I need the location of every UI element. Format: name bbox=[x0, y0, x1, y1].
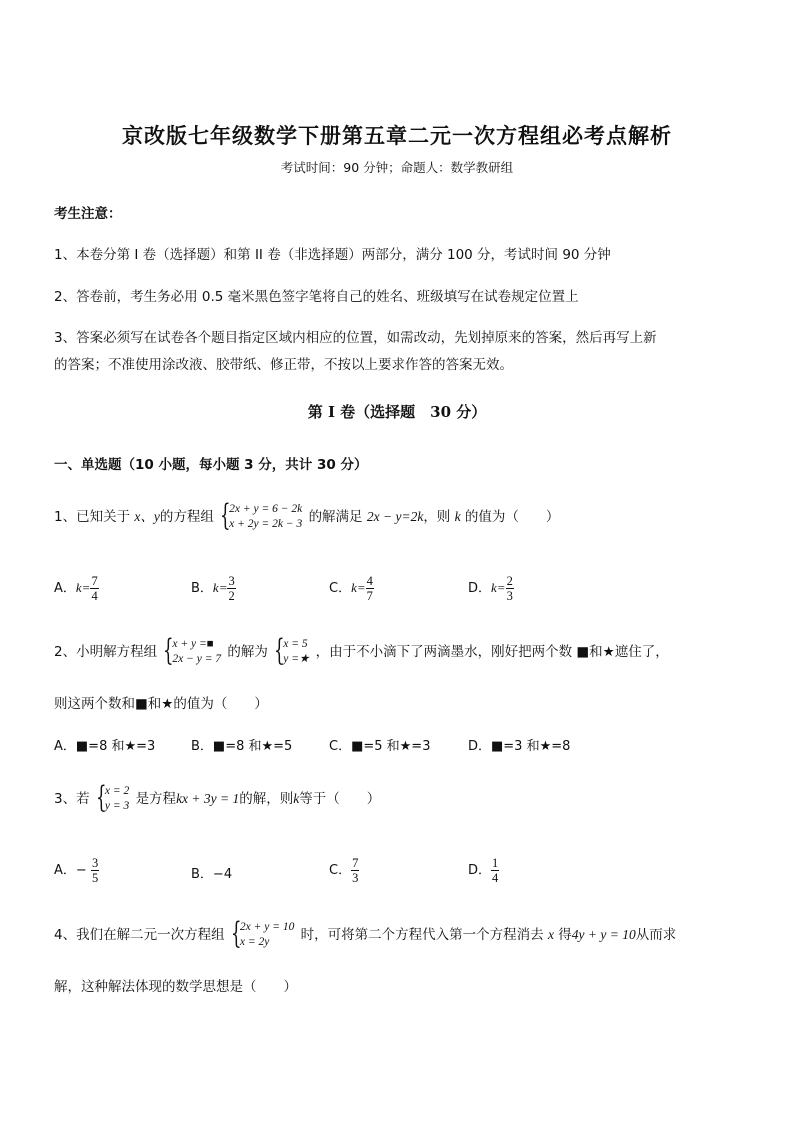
solution-system: { x = 5 y =★ bbox=[274, 633, 310, 668]
notice-item-3-line1: 3、答案必须写在试卷各个题目指定区域内相应的位置，如需改动，先划掉原来的答案，然后再写上新 bbox=[54, 330, 657, 346]
q2-option-d[interactable]: D．■=3 和★=8 bbox=[468, 739, 571, 754]
equation-system: { 2x + y = 6 − 2k x + 2y = 2k − 3 bbox=[220, 498, 303, 533]
question-2-line2: 则这两个数和■和★的值为（ ） bbox=[54, 696, 268, 712]
notice-item-1: 1、本卷分第 I 卷（选择题）和第 II 卷（非选择题）两部分，满分 100 分，考试时间 90 分钟 bbox=[54, 247, 611, 263]
page-subtitle: 考试时间：90 分钟；命题人：数学教研组 bbox=[280, 160, 514, 175]
q3-option-a[interactable]: A．− $\frac{3}{5}$ bbox=[54, 856, 99, 885]
question-4: 4、我们在解二元一次方程组 { 2x + y = 10 x = 2y 时，可将第二个方程代入第一个方程消去 x 得4y + y = 10从而求 bbox=[54, 916, 677, 951]
question-3: 3、若 { x = 2 y = 3 是方程kx + 3y = 1的解，则k等于（ ） bbox=[54, 780, 381, 815]
q3-option-b[interactable]: B．−4 bbox=[191, 867, 233, 882]
equation-system: { x + y =■ 2x − y = 7 bbox=[163, 633, 222, 668]
section-heading: 第 I 卷（选择题 30 分） bbox=[307, 403, 487, 421]
q3-option-c[interactable]: C． $\frac{7}{3}$ bbox=[329, 856, 359, 885]
q2-option-a[interactable]: A．■=8 和★=3 bbox=[54, 739, 156, 754]
q1-option-a[interactable]: A．k= $\frac{7}{4}$ bbox=[54, 574, 98, 603]
notice-item-3-line2: 的答案；不准使用涂改液、胶带纸、修正带，不按以上要求作答的答案无效。 bbox=[54, 357, 513, 373]
q1-option-b[interactable]: B．k= $\frac{3}{2}$ bbox=[191, 574, 235, 603]
q2-option-c[interactable]: C．■=5 和★=3 bbox=[329, 739, 431, 754]
equation-system: { 2x + y = 10 x = 2y bbox=[230, 916, 295, 951]
notice-item-2: 2、答卷前，考生务必用 0.5 毫米黑色签字笔将自己的姓名、班级填写在试卷规定位置上 bbox=[54, 289, 579, 305]
page-title: 京改版七年级数学下册第五章二元一次方程组必考点解析 bbox=[122, 123, 672, 148]
question-2: 2、小明解方程组 { x + y =■ 2x − y = 7 的解为 { x = 5 y =★ ，由于不小滴下了两滴墨水，刚好把两个数 ■和★遮住了， bbox=[54, 633, 669, 668]
q1-option-d[interactable]: D．k= $\frac{2}{3}$ bbox=[468, 574, 513, 603]
question-1: 1、已知关于 x、y的方程组 { 2x + y = 6 − 2k x + 2y = 2k − 3 的解满足 2x − y=2k，则 k 的值为（ ） bbox=[54, 498, 560, 533]
notice-heading: 考生注意： bbox=[54, 206, 122, 222]
part-heading: 一、单选题（10 小题，每小题 3 分，共计 30 分） bbox=[54, 457, 368, 473]
solution-system: { x = 2 y = 3 bbox=[95, 780, 130, 815]
q3-option-d[interactable]: D． $\frac{1}{4}$ bbox=[468, 856, 499, 885]
question-4-line2: 解，这种解法体现的数学思想是（ ） bbox=[54, 979, 297, 995]
q1-option-c[interactable]: C．k= $\frac{4}{7}$ bbox=[329, 574, 373, 603]
q2-option-b[interactable]: B．■=8 和★=5 bbox=[191, 739, 293, 754]
